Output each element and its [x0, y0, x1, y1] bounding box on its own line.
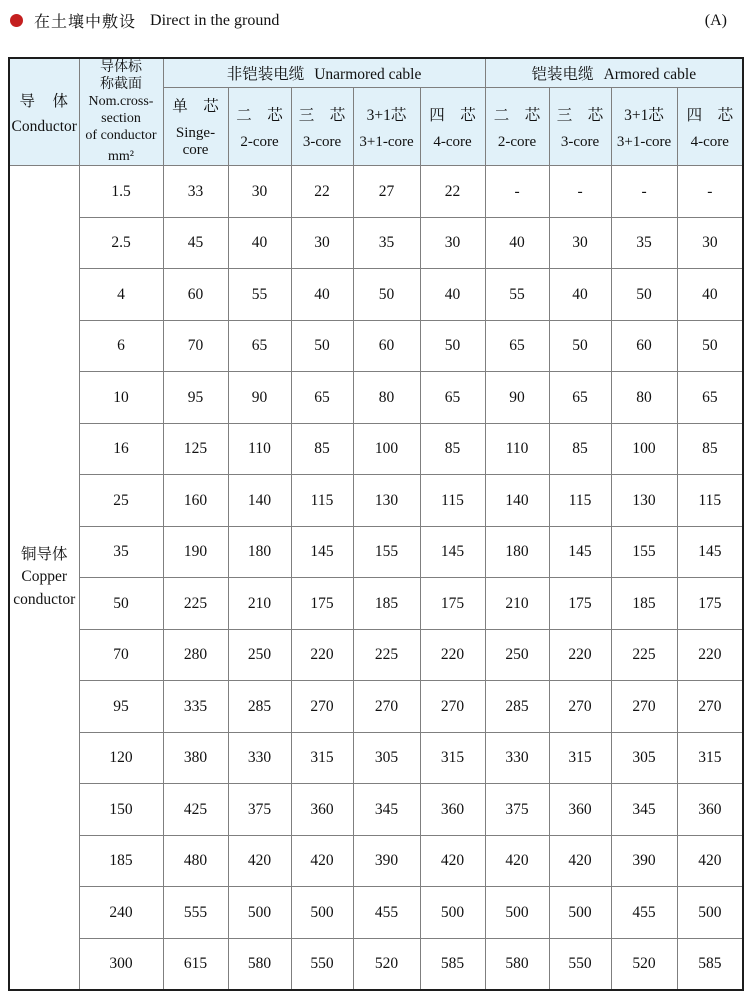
value-cell: 115 [291, 475, 353, 527]
table-body [9, 166, 743, 990]
cross-section-unit: mm² [108, 149, 134, 165]
table-row [9, 166, 743, 218]
col-header-core-8 [677, 87, 743, 166]
value-cell: 70 [163, 320, 228, 372]
value-cell: 330 [228, 732, 291, 784]
value-cell: 40 [549, 269, 611, 321]
group-header-armored-en: Armored cable [603, 65, 697, 83]
col-header-zh: 单 芯 [172, 98, 219, 116]
value-cell: 35 [353, 217, 420, 269]
current-capacity-table [8, 57, 744, 991]
value-cell: 210 [228, 578, 291, 630]
col-header-core-5 [485, 87, 549, 166]
value-cell: 65 [677, 372, 743, 424]
value-cell: 115 [677, 475, 743, 527]
col-header-zh: 四 芯 [686, 106, 734, 124]
value-cell: 40 [228, 217, 291, 269]
size-cell: 16 [79, 423, 163, 475]
value-cell: 160 [163, 475, 228, 527]
cross-section-line: Nom.cross- [88, 94, 154, 110]
value-cell: 420 [291, 835, 353, 887]
value-cell: 225 [611, 629, 677, 681]
col-header-zh: 3+1芯 [366, 106, 407, 124]
value-cell: 30 [677, 217, 743, 269]
value-cell: 175 [549, 578, 611, 630]
value-cell: 270 [677, 681, 743, 733]
table-row [9, 526, 743, 578]
value-cell: 210 [485, 578, 549, 630]
value-cell: 80 [353, 372, 420, 424]
value-cell: 175 [291, 578, 353, 630]
size-cell: 185 [79, 835, 163, 887]
value-cell: 55 [228, 269, 291, 321]
size-cell: 240 [79, 887, 163, 939]
value-cell: 455 [353, 887, 420, 939]
value-cell: 80 [611, 372, 677, 424]
col-header-zh: 四 芯 [429, 106, 476, 124]
value-cell: 420 [420, 835, 485, 887]
value-cell: 60 [611, 320, 677, 372]
value-cell: 50 [611, 269, 677, 321]
value-cell: 65 [228, 320, 291, 372]
value-cell: 285 [485, 681, 549, 733]
size-cell: 4 [79, 269, 163, 321]
cross-section-line: 称截面 [100, 77, 142, 93]
value-cell: 180 [228, 526, 291, 578]
value-cell: 145 [549, 526, 611, 578]
cross-section-line: section [101, 111, 141, 127]
value-cell: 190 [163, 526, 228, 578]
value-cell: 360 [549, 784, 611, 836]
value-cell: 50 [291, 320, 353, 372]
value-cell: 60 [353, 320, 420, 372]
value-cell: 95 [163, 372, 228, 424]
size-cell: 95 [79, 681, 163, 733]
size-cell: 150 [79, 784, 163, 836]
table-row [9, 784, 743, 836]
value-cell: 60 [163, 269, 228, 321]
value-cell: 500 [677, 887, 743, 939]
value-cell: 520 [611, 938, 677, 990]
value-cell: 45 [163, 217, 228, 269]
value-cell: 155 [353, 526, 420, 578]
col-header-en: 4-core [690, 133, 729, 150]
value-cell: 420 [677, 835, 743, 887]
value-cell: 145 [677, 526, 743, 578]
value-cell: 90 [228, 372, 291, 424]
col-header-core-1 [228, 87, 291, 166]
value-cell: 585 [420, 938, 485, 990]
value-cell: - [677, 166, 743, 218]
col-header-en: Singe-core [175, 125, 216, 159]
value-cell: 225 [353, 629, 420, 681]
size-cell: 300 [79, 938, 163, 990]
col-header-core-6 [549, 87, 611, 166]
col-header-en: 3-core [560, 133, 600, 150]
value-cell: 185 [611, 578, 677, 630]
group-header-unarmored-en: Unarmored cable [314, 65, 422, 83]
bullet-icon [10, 14, 23, 27]
value-cell: 185 [353, 578, 420, 630]
value-cell: 180 [485, 526, 549, 578]
value-cell: 550 [291, 938, 353, 990]
table-row [9, 475, 743, 527]
value-cell: - [611, 166, 677, 218]
cross-section-line: 导体标 [100, 60, 142, 75]
page-header [10, 9, 734, 32]
value-cell: 55 [485, 269, 549, 321]
value-cell: 580 [485, 938, 549, 990]
col-header-conductor-zh: 导 体 [19, 92, 69, 110]
value-cell: 315 [420, 732, 485, 784]
value-cell: 360 [291, 784, 353, 836]
table-row [9, 938, 743, 990]
value-cell: 30 [291, 217, 353, 269]
group-header-armored-zh: 铠装电缆 [531, 65, 594, 83]
group-header-unarmored-zh: 非铠装电缆 [226, 65, 305, 83]
value-cell: 420 [228, 835, 291, 887]
table-row [9, 835, 743, 887]
size-cell: 6 [79, 320, 163, 372]
value-cell: 140 [228, 475, 291, 527]
value-cell: - [485, 166, 549, 218]
value-cell: 65 [420, 372, 485, 424]
value-cell: 85 [677, 423, 743, 475]
value-cell: 85 [420, 423, 485, 475]
col-header-en: 4-core [433, 133, 472, 150]
value-cell: 345 [353, 784, 420, 836]
value-cell: 110 [485, 423, 549, 475]
value-cell: 520 [353, 938, 420, 990]
value-cell: 550 [549, 938, 611, 990]
size-cell: 70 [79, 629, 163, 681]
table-row [9, 320, 743, 372]
value-cell: 500 [291, 887, 353, 939]
value-cell: 390 [611, 835, 677, 887]
value-cell: 270 [611, 681, 677, 733]
table-row [9, 372, 743, 424]
size-cell: 25 [79, 475, 163, 527]
value-cell: 40 [677, 269, 743, 321]
value-cell: 40 [291, 269, 353, 321]
col-header-en: 3+1-core [359, 133, 414, 150]
value-cell: 250 [228, 629, 291, 681]
table-row [9, 887, 743, 939]
table-row [9, 423, 743, 475]
col-header-core-7 [611, 87, 677, 166]
row-group-line: 铜导体 [20, 546, 68, 564]
value-cell: 175 [420, 578, 485, 630]
value-cell: 90 [485, 372, 549, 424]
value-cell: 100 [353, 423, 420, 475]
table-row [9, 681, 743, 733]
value-cell: 30 [549, 217, 611, 269]
value-cell: 420 [485, 835, 549, 887]
value-cell: 115 [420, 475, 485, 527]
value-cell: 455 [611, 887, 677, 939]
value-cell: 360 [420, 784, 485, 836]
value-cell: 305 [353, 732, 420, 784]
col-header-zh: 二 芯 [236, 106, 283, 124]
value-cell: 305 [611, 732, 677, 784]
value-cell: 30 [228, 166, 291, 218]
value-cell: 65 [549, 372, 611, 424]
value-cell: 155 [611, 526, 677, 578]
col-header-conductor-en: Conductor [11, 117, 77, 135]
value-cell: 500 [228, 887, 291, 939]
value-cell: 50 [549, 320, 611, 372]
value-cell: 555 [163, 887, 228, 939]
page-title-en: Direct in the ground [150, 11, 280, 29]
value-cell: 270 [353, 681, 420, 733]
value-cell: 220 [291, 629, 353, 681]
value-cell: 500 [549, 887, 611, 939]
col-header-zh: 二 芯 [493, 106, 541, 124]
value-cell: 585 [677, 938, 743, 990]
unit-label: (A) [704, 11, 727, 29]
col-header-core-3 [353, 87, 420, 166]
col-header-core-2 [291, 87, 353, 166]
table-row [9, 629, 743, 681]
value-cell: 85 [291, 423, 353, 475]
value-cell: 30 [420, 217, 485, 269]
value-cell: 130 [353, 475, 420, 527]
col-header-zh: 三 芯 [556, 106, 604, 124]
table-row [9, 732, 743, 784]
col-header-en: 2-core [497, 133, 537, 150]
size-cell: 35 [79, 526, 163, 578]
table-row [9, 217, 743, 269]
value-cell: 145 [291, 526, 353, 578]
value-cell: 615 [163, 938, 228, 990]
size-cell: 2.5 [79, 217, 163, 269]
value-cell: 425 [163, 784, 228, 836]
value-cell: 115 [549, 475, 611, 527]
size-cell: 10 [79, 372, 163, 424]
value-cell: 360 [677, 784, 743, 836]
table-row [9, 269, 743, 321]
value-cell: 420 [549, 835, 611, 887]
value-cell: - [549, 166, 611, 218]
value-cell: 225 [163, 578, 228, 630]
value-cell: 220 [677, 629, 743, 681]
value-cell: 375 [228, 784, 291, 836]
col-header-en: 2-core [240, 133, 279, 150]
row-group-label-copper-conductor [9, 166, 79, 990]
value-cell: 380 [163, 732, 228, 784]
value-cell: 480 [163, 835, 228, 887]
value-cell: 35 [611, 217, 677, 269]
value-cell: 110 [228, 423, 291, 475]
value-cell: 315 [291, 732, 353, 784]
group-header-unarmored [163, 58, 485, 87]
col-header-en: 3-core [302, 133, 342, 150]
value-cell: 22 [291, 166, 353, 218]
value-cell: 220 [420, 629, 485, 681]
value-cell: 285 [228, 681, 291, 733]
group-header-row [9, 58, 743, 87]
value-cell: 270 [291, 681, 353, 733]
value-cell: 65 [485, 320, 549, 372]
cross-section-line: of conductor [85, 128, 157, 144]
col-header-cross-section [79, 58, 163, 166]
col-header-conductor [9, 58, 79, 166]
value-cell: 145 [420, 526, 485, 578]
value-cell: 375 [485, 784, 549, 836]
value-cell: 125 [163, 423, 228, 475]
value-cell: 335 [163, 681, 228, 733]
value-cell: 130 [611, 475, 677, 527]
value-cell: 220 [549, 629, 611, 681]
col-header-zh: 3+1芯 [624, 106, 664, 124]
group-header-armored [485, 58, 743, 87]
value-cell: 85 [549, 423, 611, 475]
value-cell: 140 [485, 475, 549, 527]
col-header-core-0 [163, 87, 228, 166]
value-cell: 345 [611, 784, 677, 836]
col-header-core-4 [420, 87, 485, 166]
value-cell: 270 [549, 681, 611, 733]
value-cell: 65 [291, 372, 353, 424]
col-header-en: 3+1-core [616, 133, 672, 150]
value-cell: 27 [353, 166, 420, 218]
value-cell: 40 [420, 269, 485, 321]
value-cell: 175 [677, 578, 743, 630]
value-cell: 315 [677, 732, 743, 784]
value-cell: 270 [420, 681, 485, 733]
value-cell: 40 [485, 217, 549, 269]
table-header [9, 58, 743, 166]
value-cell: 315 [549, 732, 611, 784]
table-row [9, 578, 743, 630]
size-cell: 120 [79, 732, 163, 784]
value-cell: 50 [420, 320, 485, 372]
row-group-line: conductor [13, 590, 76, 608]
value-cell: 100 [611, 423, 677, 475]
row-group-line: Copper [21, 568, 68, 586]
value-cell: 500 [420, 887, 485, 939]
size-cell: 50 [79, 578, 163, 630]
value-cell: 580 [228, 938, 291, 990]
value-cell: 33 [163, 166, 228, 218]
value-cell: 50 [353, 269, 420, 321]
value-cell: 50 [677, 320, 743, 372]
value-cell: 250 [485, 629, 549, 681]
size-cell: 1.5 [79, 166, 163, 218]
col-header-zh: 三 芯 [298, 106, 346, 124]
value-cell: 22 [420, 166, 485, 218]
value-cell: 390 [353, 835, 420, 887]
value-cell: 330 [485, 732, 549, 784]
value-cell: 280 [163, 629, 228, 681]
page-title-zh: 在土壤中敷设 [34, 14, 137, 31]
value-cell: 500 [485, 887, 549, 939]
